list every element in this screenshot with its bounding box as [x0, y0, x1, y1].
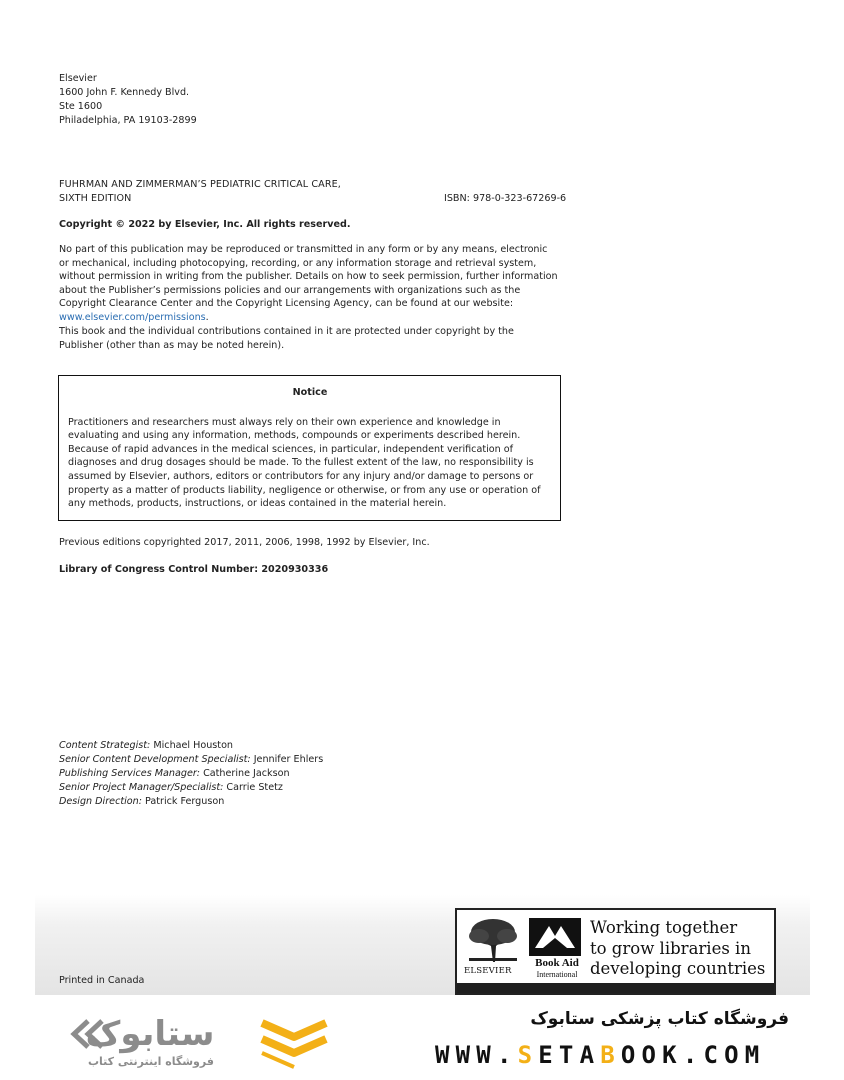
credit-name: Michael Houston: [150, 740, 234, 751]
credit-name: Jennifer Ehlers: [250, 754, 324, 765]
watermark-footer: [0, 995, 844, 1080]
url-part: OOK.COM: [620, 1041, 766, 1069]
credit-name: Patrick Ferguson: [141, 796, 225, 807]
publisher-address: [59, 72, 197, 128]
credit-name: Catherine Jackson: [200, 768, 290, 779]
copyright-line: Copyright © 2022 by Elsevier, Inc. All rights reserved.: [59, 219, 351, 230]
credit-role: Senior Content Development Specialist:: [59, 754, 251, 765]
setabook-logo-subtitle: فروشگاه اینترنتی کتاب: [88, 1055, 214, 1068]
credit-row: [59, 753, 323, 767]
permissions-end: .: [205, 311, 209, 323]
credits-list: [59, 739, 323, 809]
tagline-line: Working together: [590, 918, 738, 937]
book-aid-tagline: [590, 918, 775, 980]
credit-role: Publishing Services Manager:: [59, 768, 201, 779]
url-part-highlight: S: [517, 1041, 539, 1069]
lccn: Library of Congress Control Number: 2020930336: [59, 564, 329, 575]
credit-row: [59, 795, 323, 809]
book-aid-name: Book Aid: [535, 957, 579, 969]
elsevier-label: ELSEVIER: [464, 966, 512, 976]
shop-name: فروشگاه کتاب پزشکی ستابوک: [530, 1009, 789, 1029]
notice-title: Notice: [292, 387, 328, 398]
credit-row: [59, 781, 323, 795]
url-part: WWW.: [435, 1041, 518, 1069]
banner-bottom-stripe: [457, 983, 774, 993]
url-part-highlight: B: [600, 1041, 621, 1069]
book-aid-sub: International: [536, 970, 578, 979]
elsevier-tree-icon: [465, 916, 521, 964]
address-line: Ste 1600: [59, 101, 103, 112]
book-title-line1: FUHRMAN AND ZIMMERMAN’S PEDIATRIC CRITICAL CARE,: [59, 179, 341, 190]
address-line: Philadelphia, PA 19103-2899: [59, 115, 197, 126]
permissions-paragraph: [59, 243, 559, 325]
notice-box: [58, 375, 561, 521]
address-line: Elsevier: [59, 73, 97, 84]
permissions-link[interactable]: www.elsevier.com/permissions: [59, 311, 206, 323]
setabook-logo-text: ستابوک: [85, 1014, 215, 1054]
shop-url[interactable]: [435, 1041, 765, 1069]
credit-role: Design Direction:: [59, 796, 142, 807]
previous-editions: Previous editions copyrighted 2017, 2011, 2006, 1998, 1992 by Elsevier, Inc.: [59, 537, 430, 548]
book-title: [59, 178, 341, 205]
credit-row: [59, 767, 323, 781]
isbn: ISBN: 978-0-323-67269-6: [444, 193, 567, 204]
notice-body: Practitioners and researchers must always rely on their own experience and knowledge in evaluating and using any information, methods, compounds or experiments described herein. Because of rapid advances in the medical sciences, in particular, independent verification of diagnoses and drug dosages should be made. To the fullest extent of the law, no responsibility is assumed by Elsevier, authors, editors or contributors for any injury and/or damage to persons or property as a matter of products liability, negligence or otherwise, or from any use or operation of any methods, products, instructions, or ideas contained in the material herein.: [68, 416, 541, 510]
tagline-line: developing countries: [590, 959, 766, 978]
permissions-text: No part of this publication may be reproduced or transmitted in any form or by any means, electronic or mechanical, including photocopying, recording, or any information storage and retrieval system, without permission in writing from the publisher. Details on how to seek permission, further information about the Publisher’s permissions policies and our arrangements with organizations such as the Copyright Clearance Center and the Copyright Licensing Agency, can be found at our website:: [59, 244, 558, 310]
credit-role: Content Strategist:: [59, 740, 151, 751]
tagline-line: to grow libraries in: [590, 938, 751, 958]
url-part: ETA: [538, 1041, 601, 1069]
setabook-book-icon: [258, 1013, 330, 1069]
book-aid-banner: [455, 908, 776, 995]
book-aid-logo-icon: [529, 918, 581, 956]
credit-role: Senior Project Manager/Specialist:: [59, 782, 224, 793]
address-line: 1600 John F. Kennedy Blvd.: [59, 87, 190, 98]
book-aid-label: [525, 958, 589, 980]
printed-in: Printed in Canada: [59, 975, 145, 986]
credit-row: [59, 739, 323, 753]
book-title-line2: SIXTH EDITION: [59, 192, 132, 204]
credit-name: Carrie Stetz: [223, 782, 283, 793]
protection-paragraph: This book and the individual contributions contained in it are protected under copyright by the Publisher (other than as may be noted herein).: [59, 326, 514, 351]
